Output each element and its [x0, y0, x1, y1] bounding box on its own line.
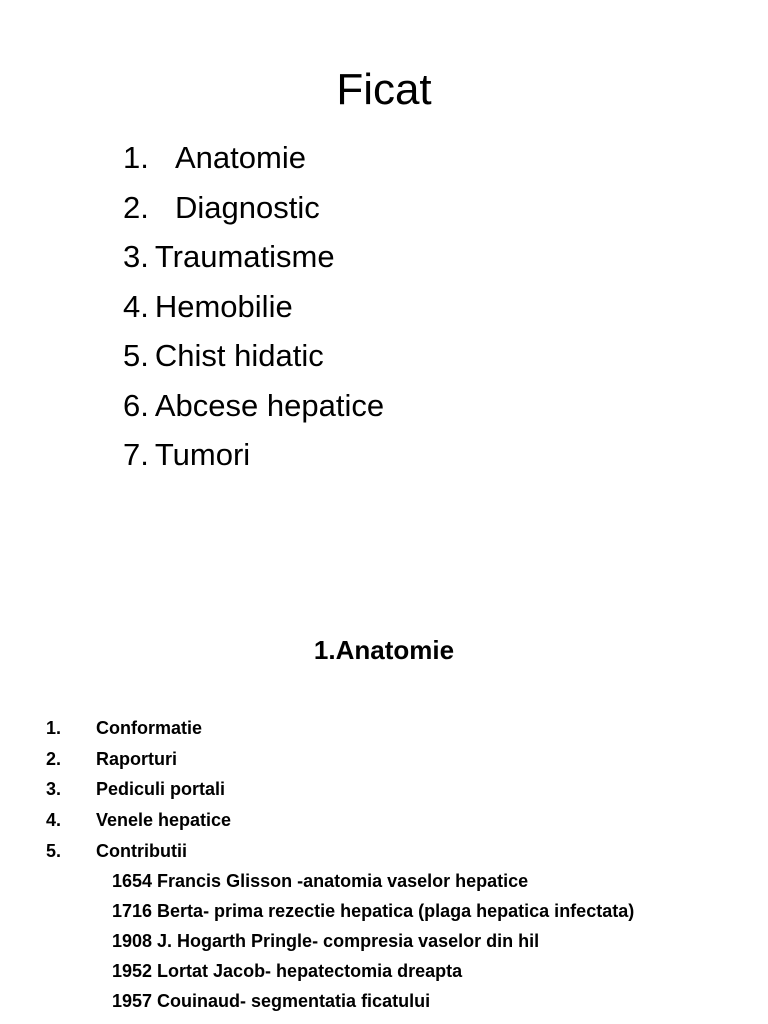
chapter-item	[123, 282, 384, 332]
chapter-label: Traumatisme	[154, 239, 335, 274]
chapter-item	[123, 331, 384, 381]
outline-label: Pediculi portali	[96, 779, 226, 800]
outline-label: Contributii	[96, 840, 187, 861]
outline-item	[46, 744, 231, 775]
chapter-number: 5.	[123, 338, 149, 373]
chapter-number: 4.	[123, 288, 149, 324]
outline-label: Raporturi	[96, 748, 177, 769]
outline-label: Venele hepatice	[96, 810, 232, 831]
chapter-number: 6.	[123, 387, 149, 423]
outline-label: Conformatie	[96, 718, 203, 738]
chapter-number: 3.	[123, 239, 149, 274]
outline-number: 1.	[46, 718, 62, 738]
contributions-list	[112, 866, 634, 1016]
contribution-item: 1908 J. Hogarth Pringle- compresia vaselor din hil	[112, 931, 540, 951]
chapter-label: Chist hidatic	[154, 338, 324, 373]
chapter-label: Diagnostic	[175, 189, 320, 225]
chapter-item	[123, 430, 384, 480]
chapter-number: 7.	[123, 437, 149, 472]
outline-number: 3.	[46, 779, 62, 800]
chapter-label: Hemobilie	[154, 288, 293, 324]
outline-item	[46, 713, 231, 744]
contribution-item: 1952 Lortat Jacob- hepatectomia dreapta	[112, 961, 463, 981]
anatomy-outline	[46, 713, 231, 866]
section-title: 1.Anatomie	[313, 635, 455, 665]
chapter-number: 1.	[123, 140, 149, 175]
chapter-label: Tumori	[154, 437, 251, 472]
outline-number: 2.	[46, 748, 62, 769]
chapter-item	[123, 183, 384, 233]
chapter-item	[123, 381, 384, 431]
outline-number: 4.	[46, 810, 62, 831]
outline-number: 5.	[46, 840, 62, 861]
contribution-item: 1957 Couinaud- segmentatia ficatului	[112, 991, 431, 1011]
chapter-item	[123, 133, 384, 183]
chapter-item	[123, 232, 384, 282]
chapter-label: Abcese hepatice	[154, 387, 385, 423]
chapter-list	[123, 133, 384, 480]
page-title: Ficat	[336, 65, 432, 114]
outline-item	[46, 836, 231, 867]
chapter-label: Anatomie	[175, 140, 306, 175]
contribution-item: 1716 Berta- prima rezectie hepatica (plaga hepatica infectata)	[112, 901, 635, 921]
outline-item	[46, 805, 231, 836]
outline-item	[46, 774, 231, 805]
contribution-item: 1654 Francis Glisson -anatomia vaselor hepatice	[112, 871, 529, 891]
chapter-number: 2.	[123, 189, 149, 225]
